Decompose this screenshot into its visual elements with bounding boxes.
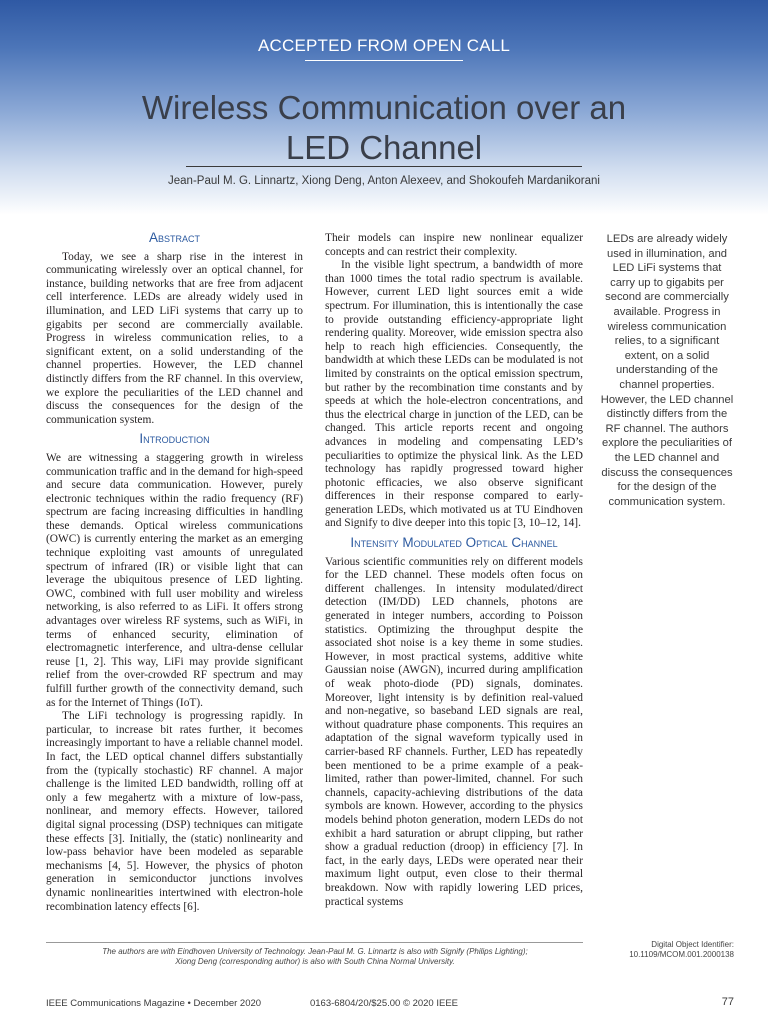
article-title <box>0 88 768 168</box>
imdd-paragraph: Various scientific communities rely on different models for the LED channel. These models often focus on different challenges. In intensity modulated/direct detection (IM/DD) LED channels, photons are generated in integer numbers, according to Poisson statistics. Optimizing the throughput despite the associated shot noise is a key theme in some studies. However, in most practical systems, additive white Gaussian noise (AWGN), incurred during amplification of weak photo-diode (PD) signals, dominates. Moreover, light intensity is by definition real-valued and non-negative, so baseband LED signals are real, without quadrature phase components. This requires an adaptation of the signal waveform typically used in carrier-based RF channels. Further, LED has repeatedly been mentioned to be a prime example of a peak-limited, rather than power-limited, channel. For such channels, capacity-achieving distributions of the data symbols are known. However, according to the physics models behind photon generation, modern LEDs do not exhibit a hard saturation or abrupt clipping, but rather show a gradual reduction (droop) in efficiency [7]. In fact, in the early days, LEDs were operated near their maximum light output, even close to their thermal breakdown. Now with rapidly lowering LED prices, practical systems <box>325 555 583 908</box>
issn-copyright: 0163-6804/20/$25.00 © 2020 IEEE <box>309 998 459 1009</box>
pull-quote: LEDs are already widely used in illumination, and LED LiFi systems that carry up to gigabits per second are commercially available. Progress in wireless communication relies, to a significant extent, on a solid understanding of the channel properties. However, the LED channel distinctly differs from the RF channel. The authors explore the peculiarities of the LED channel and discuss the consequences for the design of the communication system. <box>600 233 734 508</box>
column-middle <box>325 232 583 909</box>
title-line-2: LED Channel <box>285 129 483 166</box>
title-line-1: Wireless Communication over an <box>141 89 627 126</box>
intro-continuation: Their models can inspire new nonlinear equalizer concepts and can restrict their complexity. <box>325 232 583 258</box>
intro-paragraph-2: The LiFi technology is progressing rapidly. In particular, to increase bit rates further, it becomes increasingly important to have a reliable channel model. In fact, the LED optical channel differs substantially from the (typically stochastic) RF channel. A major challenge is the limited LED bandwidth, rolling off at only a few megahertz with a mixture of low-pass, nonlinear, and memory effects. However, tailored digital signal processing (DSP) techniques can mitigate these effects [3]. Initially, the (static) nonlinearity and low-pass behavior have been modeled as separable mechanisms [4, 5]. However, the physics of photon generation in semiconductor junctions involves dynamic nonlinearities intertwined with electron-hole recombination latency effects [6]. <box>46 710 303 913</box>
doi-value: 10.1109/MCOM.001.2000138 <box>629 950 734 960</box>
intro-paragraph-3: In the visible light spectrum, a bandwidth of more than 1000 times the total radio spectrum is available. However, current LED light sources emit a wide spectrum. For illumination, this is intentionally the case to provide outstanding efficiency-appropriate light rendering quality. Moreover, wide emission spectra also help to reach high efficiencies. Consequently, the bandwidth at which these LEDs can be modulated is not limited by constraints on the optical emission spectrum, but rather by the recombination time constants and by speeds at which the hole-electron concentrations, and thus the electrical charge in junction of the LED, can be changed. This article reports recent and ongoing advances in modeling and compensating LED’s peculiarities to optimize the physical link. As the LED technology has rapidly progressed toward higher photonic efficacies, we also observe significant differences in their response compared to early-generation LEDs, which motivated us at TU Eindhoven and Signify to dive deeper into this topic [3, 10–12, 14]. <box>325 259 583 530</box>
abstract-text: Today, we see a sharp rise in the interest in communicating wirelessly over an optical channel, for instance, building networks that are free from adjacent cell interference. LEDs are already widely used in illumination, and LED LiFi systems that carry up to gigabits per second are commercially available. Progress in wireless communication relies, to a significant extent, on a solid understanding of the channel properties. However, the LED channel distinctly differs from the RF channel. In this overview, we explore the peculiarities of the LED channel and discuss the consequences for the design of the communication system. <box>46 250 303 426</box>
doi-label: Digital Object Identifier: <box>651 940 734 949</box>
column-left <box>46 228 303 914</box>
title-rule <box>186 166 582 167</box>
doi-block <box>598 940 734 961</box>
author-affiliation-footnote: The authors are with Eindhoven University of Technology. Jean-Paul M. G. Linnartz is also with Signify (Philips Lighting); Xiong Deng (corresponding author) is also with South China Normal University. <box>102 947 528 967</box>
abstract-heading: Abstract <box>148 230 200 245</box>
author-list: Jean-Paul M. G. Linnartz, Xiong Deng, Anton Alexeev, and Shokoufeh Mardanikorani <box>168 175 600 187</box>
imdd-heading: Intensity Modulated Optical Channel <box>350 535 558 551</box>
footnote-rule <box>46 942 583 943</box>
section-label: ACCEPTED FROM OPEN CALL <box>257 36 511 55</box>
page-number: 77 <box>721 996 734 1008</box>
intro-paragraph-1: We are witnessing a staggering growth in wireless communication traffic and in the demand for high-speed and secure data communication. However, purely electronic techniques within the radio frequency (RF) spectrum are facing increasing difficulties in handling these demands. Optical wireless communications (OWC) is currently entering the market as an emerging technique exploiting vast amounts of unregulated spectrum of infrared (IR) or visible light that can leverage the ubiquitous presence of LED lighting. OWC, combined with full user mobility and wireless networking, is also referred to as LiFi. It offers strong advantages over wireless RF systems, such as WiFi, in terms of enhanced security, elimination of electromagnetic interference, and ultra-dense cellular reuse [1, 2]. This way, LiFi may provide significant relief from the over-crowded RF spectrum and may fulfill further growth of the connectivity demand, such as for the Internet of Things (IoT). <box>46 451 303 709</box>
section-label-rule <box>305 60 463 61</box>
introduction-heading: Introduction <box>139 431 210 447</box>
journal-footer: IEEE Communications Magazine • December 2020 <box>46 998 262 1009</box>
